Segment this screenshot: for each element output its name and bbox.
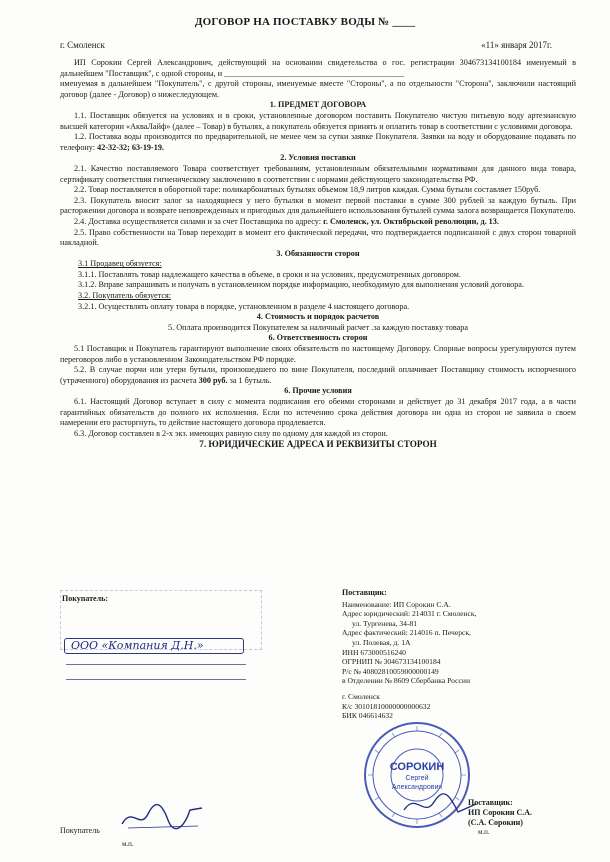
clause-6-1: 6.1. Настоящий Договор вступает в силу с момента подписания его обеими сторонами и действует до 31 декабря 2017 года, а в части гарантийных обязательств до полного их исполнения. Если по истечению срока действия договора ни одна из сторон не заявила о своем намерении его расторгнуть, то действие настоящего договора продлевается. — [60, 397, 576, 428]
section-1-title: 1. ПРЕДМЕТ ДОГОВОРА — [269, 100, 367, 110]
supplier-sign-title: Поставщик: — [468, 798, 513, 807]
supplier-bik: БИК 046614632 — [342, 711, 393, 721]
contract-date: «11» января 2017г. — [481, 40, 552, 50]
supplier-inn: ИНН 673000516240 — [342, 647, 406, 657]
clause-5-1: 5.1 Поставщик и Покупатель гарантируют выполнение своих обязательств по настоящему Договору. Спорные вопросы урегулируются путем переговоров либо в установленном Законодательством РФ порядке. — [60, 344, 576, 364]
clause-5-2-tail: за 1 бутыль. — [227, 375, 272, 385]
supplier-name: Наименование: ИП Сорокин С.А. — [342, 599, 451, 609]
clause-2-5: 2.5. Право собственности на Товар переходит в момент его фактической передачи, что подтверждается подписанной с двух сторон товарной накладной. — [60, 227, 576, 248]
supplier-ogrnip: ОГРНИП № 304673134100184 — [342, 657, 441, 667]
clause-5-2 — [60, 365, 576, 386]
section-4-title: 4. Стоимость и порядок расчетов — [256, 312, 380, 322]
supplier-actual-address: Адрес фактический: 214016 п. Печерск, — [342, 628, 471, 638]
clause-1-1: 1.1. Поставщик обязуется на условиях и в сроки, установленные договором поставить Покупателю чистую питьевую воду артезианскую высшей категории «АкваЛайф» (далее – Товар) в бутылях, а покупатель обязуется принять и оплатить товар в соответствии с условиями договора. — [60, 110, 576, 131]
supplier-city: г. Смоленск — [342, 691, 380, 701]
clause-3-1: 3.1 Продавец обязуется: — [78, 259, 162, 269]
contract-body — [60, 58, 576, 450]
buyer-signature-icon — [118, 800, 208, 834]
supplier-bank: в Отделении № 8609 Сбербанка России — [342, 676, 471, 686]
buyer-signature-label: Покупатель — [60, 826, 100, 835]
city: г. Смоленск — [60, 40, 105, 50]
preamble-2: именуемая в дальнейшем "Покупатель", с другой стороны, именуемые вместе "Стороны", а по отдельности "Сторона", заключили настоящий договор (далее - Договор) о нижеследующем. — [60, 79, 576, 99]
supplier-sign-decoded: (С.А. Сорокин) — [468, 818, 523, 827]
supplier-legal-street: ул. Тургенева, 34-81 — [352, 618, 418, 628]
section-3-title: 3. Обязанности сторон — [276, 248, 360, 258]
document-title: ДОГОВОР НА ПОСТАВКУ ВОДЫ № ____ — [194, 16, 416, 28]
clause-1-2 — [60, 132, 576, 153]
clause-2-4-text: 2.4. Доставка осуществляется силами и за счет Поставщика по адресу: — [74, 216, 324, 226]
section-7-title: 7. ЮРИДИЧЕСКИЕ АДРЕСА И РЕКВИЗИТЫ СТОРОН — [199, 439, 437, 450]
buyer-handwritten-line — [66, 664, 246, 680]
supplier-sign-block — [468, 798, 532, 828]
stamp-name: Сергей — [405, 775, 429, 782]
clause-3-1-1: 3.1.1. Поставлять товар надлежащего качества в объеме, в сроки и на условиях, предусмотренных договором. — [78, 269, 461, 279]
clause-3-2-1: 3.2.1. Осуществлять оплату товара в порядке, установленном в разделе 4 настоящего договора. — [78, 301, 410, 311]
buyer-handwritten-name: ООО «Компания Д.Н.» — [64, 638, 244, 654]
clause-5-2-text: 5.2. В случае порчи или утери бутыли, произошедшего по вине Покупателя, последний оплачивает Поставщику стоимость испорченного (утраченного) оборудования из расчета — [60, 365, 576, 385]
supplier-block — [342, 588, 582, 721]
clause-3-2: 3.2. Покупатель обязуется: — [78, 291, 172, 301]
stamp-patronymic: Александрович — [391, 784, 443, 791]
supplier-sign-name: ИП Сорокин С.А. — [468, 808, 533, 817]
supplier-actual-street: ул. Полевая, д. 1А — [352, 637, 411, 647]
clause-2-2: 2.2. Товар поставляется в оборотной таре: поликарбонатных бутылях объемом 18,9 литров каждая. Сумма бутыли составляет 150руб. — [74, 185, 541, 195]
supplier-legal-address: Адрес юридический: 214031 г. Смоленск, — [342, 609, 477, 619]
section-other-title: 6. Прочие условия — [284, 386, 352, 396]
supplier-title: Поставщик: — [342, 588, 387, 597]
clause-2-1: 2.1. Качество поставляемого Товара соответствует требованиям, установленным обязательными нормативами для данного вида товара, сертификату соответствия гигиеническому заключению в соответствии с нормами действующего законодательства РФ. — [60, 163, 576, 184]
supplier-account: Р/с № 40802810059000000149 — [342, 666, 439, 676]
clause-3-1-2: 3.1.2. Вправе запрашивать и получать в установленном порядке информацию, необходимую для выполнения условий договора. — [78, 280, 524, 290]
clause-2-3: 2.3. Покупатель вносит залог за находящиеся у него бутылки в момент первой поставки в сумме 300 рублей за каждую бутыль. При расторжении договора и возврате неповрежденных и пригодных для дальнейшего использования бутылей сумма залога возвращается Покупателю. — [60, 195, 576, 216]
bottle-cost: 300 руб. — [198, 375, 228, 385]
supplier-corr-account: К/с 30101810000000000632 — [342, 701, 431, 711]
buyer-label: Покупатель: — [62, 594, 108, 603]
clause-1-2-text: 1.2. Поставка воды производится по предварительной, не менее чем за сутки заявке Покупателя. Заявки на воду и оборудование подавать по телефону: — [60, 132, 576, 152]
section-2-title: 2. Условия поставки — [280, 153, 356, 163]
clause-2-4 — [60, 217, 576, 228]
supplier-mp: м.п. — [478, 828, 490, 836]
clause-6-3: 6.3. Договор составлен в 2-х экз. имеющих равную силу по одному для каждой из сторон. — [74, 428, 388, 438]
buyer-block — [60, 590, 280, 848]
order-phones: 42-32-32; 63-19-19. — [97, 142, 164, 152]
section-6-title: 6. Ответственность сторон — [268, 333, 368, 343]
clause-5-payment: 5. Оплата производится Покупателем за наличный расчет .за каждую поставку товара — [168, 322, 468, 332]
preamble-1: ИП Сорокин Сергей Александрович, действующий на основании свидетельства о гос. регистрации 304673134100184 именуемый в дальнейшем "Поставщик", с одной стороны, и ____________________________________________ — [60, 58, 576, 78]
stamp-surname: СОРОКИН — [389, 761, 445, 773]
buyer-mp: м.п. — [122, 840, 134, 848]
delivery-address: г. Смоленск, ул. Октябрьской революции, д. 13. — [323, 216, 499, 226]
